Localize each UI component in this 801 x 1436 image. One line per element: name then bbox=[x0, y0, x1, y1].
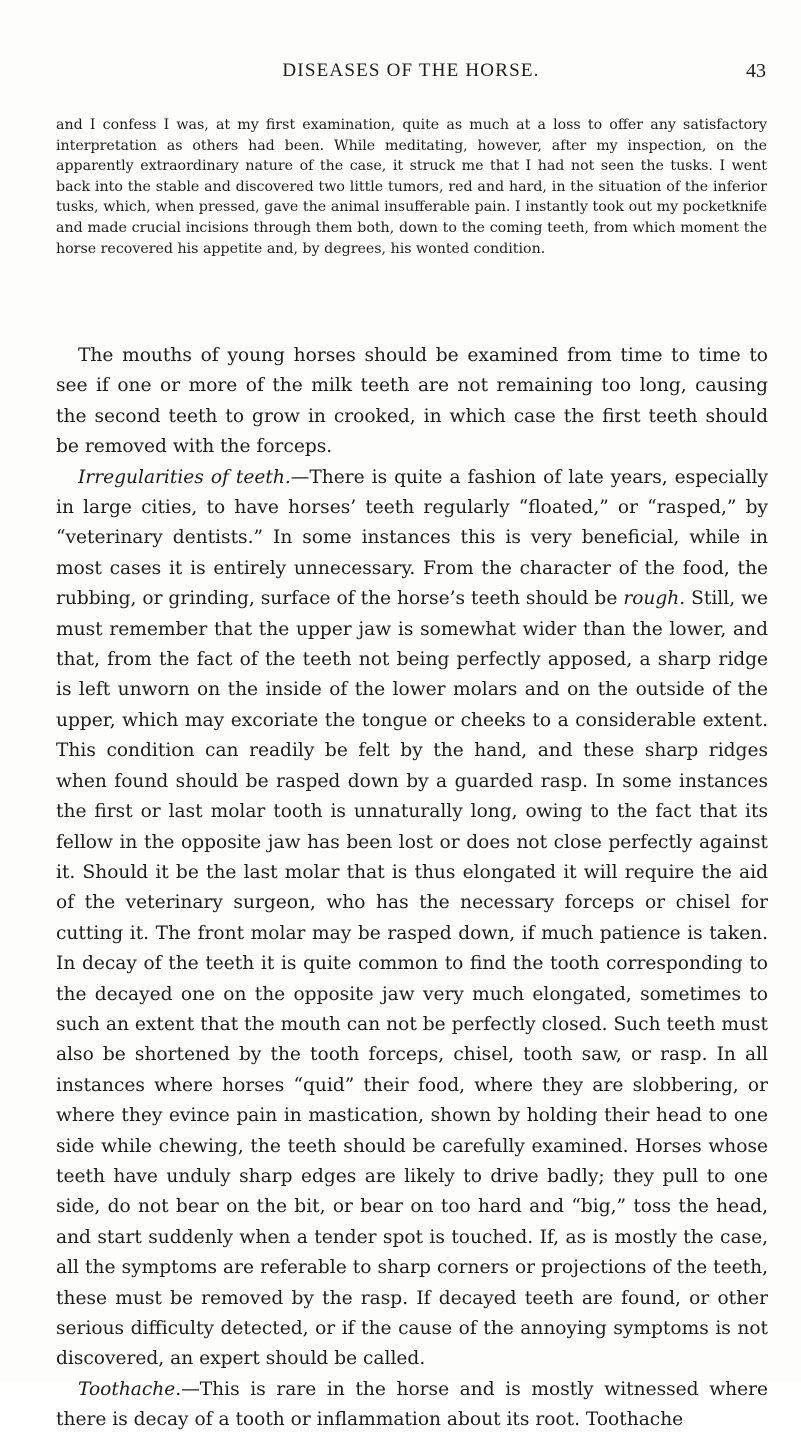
intro-paragraph: and I confess I was, at my first examination, quite as much at a loss to offer any satisfactory interpretation as others had been. While meditating, however, after my inspection, on the apparently extraordinary nature of the case, it struck me that I had not seen the tusks. I went back into the stable and discovered two little tumors, red and hard, in the situation of the inferior tusks, which, when pressed, gave the animal insufferable pain. I instantly took out my pocketknife and made crucial incisions through them both, down to the coming teeth, from which moment the horse recovered his appetite and, by degrees, his wonted condition. bbox=[56, 117, 767, 257]
page-number: 43 bbox=[746, 60, 766, 82]
toothache-heading: Toothache. bbox=[78, 1378, 182, 1400]
irregularities-text: —There is quite a fashion of late years, especially in large cities, to have horses’ teeth regularly “floated,” or “rasped,” by “veterinary dentists.” In some instances this is very beneficial, while in most cases it is entirely unnecessary. From the character of the food, the rubbing, or grinding, surface of the horse’s teeth should be bbox=[56, 466, 768, 610]
running-head bbox=[56, 60, 766, 90]
running-title: DISEASES OF THE HORSE. bbox=[282, 60, 540, 81]
main-text-block bbox=[56, 341, 768, 1436]
irregularities-text-cont: Still, we must remember that the upper jaw is somewhat wider than the lower, and that, from the fact of the teeth not being perfectly apposed, a sharp ridge is left unworn on the inside of the lower molars and on the outside of the upper, which may excoriate the tongue or cheeks to a considerable extent. This condition can readily be felt by the hand, and these sharp ridges when found should be rasped down by a guarded rasp. In some instances the first or last molar tooth is unnaturally long, owing to the fact that its fellow in the opposite jaw has been lost or does not close perfectly against it. Should it be the last molar that is thus elongated it will require the aid of the veterinary surgeon, who has the necessary forceps or chisel for cutting it. The front molar may be rasped down, if much patience is taken. In decay of the teeth it is quite common to find the tooth corresponding to the decayed one on the opposite jaw very much elongated, sometimes to such an extent that the mouth can not be perfectly closed. Such teeth must also be shortened by the tooth forceps, chisel, tooth saw, or rasp. In all instances where horses “quid” their food, where they are slobbering, or where they evince pain in mastication, shown by holding their head to one side while chewing, the teeth should be carefully examined. Horses whose teeth have unduly sharp edges are likely to drive badly; they pull to one side, do not bear on the bit, or bear on too hard and “big,” toss the head, and start suddenly when a tender spot is touched. If, as is mostly the case, all the symptoms are referable to sharp corners or projections of the teeth, these must be removed by the rasp. If decayed teeth are found, or other serious difficulty detected, or if the cause of the annoying symptoms is not discovered, an expert should be called. bbox=[56, 588, 768, 1370]
irregularities-heading: Irregularities of teeth. bbox=[78, 466, 291, 488]
irregularities-emphasis: rough. bbox=[623, 588, 686, 610]
toothache-text: —This is rare in the horse and is mostly witnessed where there is decay of a tooth or inflammation about its root. Toothache bbox=[56, 1378, 768, 1431]
irregularities-paragraph bbox=[56, 463, 768, 1375]
young-horses-paragraph: The mouths of young horses should be examined from time to time to see if one or more of the milk teeth are not remaining too long, causing the second teeth to grow in crooked, in which case the first teeth should be removed with the forceps. bbox=[56, 345, 768, 458]
toothache-paragraph bbox=[56, 1375, 768, 1436]
intro-paragraph-block bbox=[56, 115, 767, 259]
